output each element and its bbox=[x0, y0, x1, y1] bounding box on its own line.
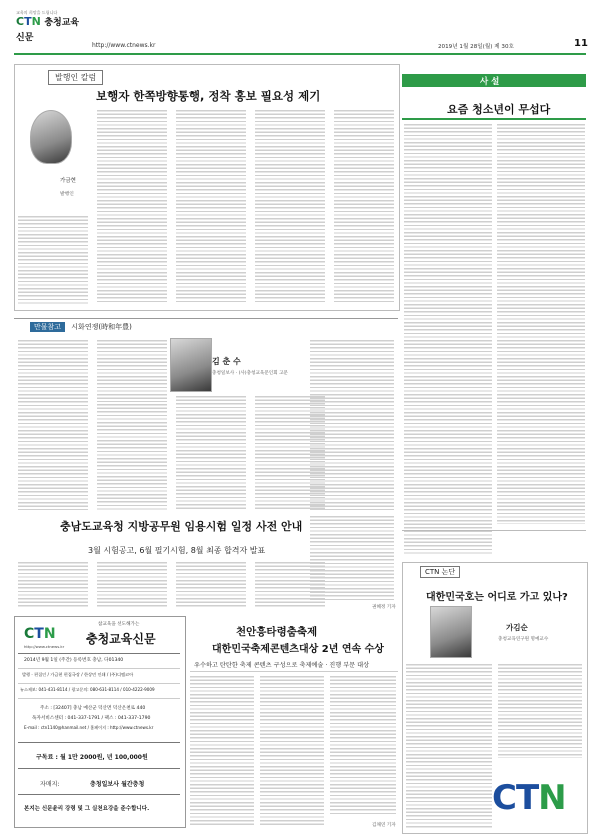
footer-logo-letter-t: T bbox=[515, 778, 539, 818]
column2-label-main: 만물참고 bbox=[30, 322, 65, 332]
masthead-box-notice: 본지는 신문윤리 강령 및 그 실천요강을 준수합니다. bbox=[24, 806, 150, 812]
news2-rule bbox=[190, 671, 398, 672]
editorial-body bbox=[404, 124, 492, 556]
column1-author-name: 가금현 bbox=[60, 178, 76, 184]
column3-author-photo bbox=[430, 606, 472, 658]
column3-section-label: CTN 논단 bbox=[420, 566, 460, 578]
column3-title: 대한민국호는 어디로 가고 있나? bbox=[426, 592, 568, 603]
column2-section-label bbox=[30, 322, 132, 332]
column2-author-name: 김 춘 수 bbox=[212, 357, 241, 366]
column1-body bbox=[334, 110, 394, 304]
column3-author-name: 가김순 bbox=[506, 623, 528, 632]
paper-name: 충청교육신문 bbox=[16, 18, 80, 43]
masthead-logo bbox=[16, 10, 86, 43]
news2-byline: 김채연 기자 bbox=[372, 823, 396, 828]
column2-body bbox=[310, 340, 394, 510]
masthead-box-logo bbox=[24, 626, 56, 642]
masthead-box-reg: 2014년 9월 1일 (주간) 등록번호 충남, 다01340 bbox=[24, 658, 124, 663]
masthead-box-rule bbox=[18, 668, 180, 669]
news1-editorial-extra bbox=[402, 530, 586, 531]
logo-tagline: 교육의 희망을 드립니다 bbox=[16, 10, 58, 15]
masthead-box-sister-value: 충청일보사 월간충청 bbox=[90, 781, 145, 788]
column1-body bbox=[176, 110, 246, 304]
news2-title-2: 대한민국축제콘텐츠대상 2년 연속 수상 bbox=[212, 644, 384, 655]
header-rule bbox=[14, 53, 586, 55]
editorial-title: 요즘 청소년이 무섭다 bbox=[447, 103, 551, 116]
box-logo-letter-t: T bbox=[34, 626, 44, 642]
column1-body bbox=[18, 216, 88, 304]
column2-author-role: 충청일보사 · (사)충청교육문인회 고문 bbox=[212, 371, 288, 376]
column3-body bbox=[498, 664, 582, 758]
masthead-box-tel: 뉴스제보: 041-431-8114 / 광고문의: 080-631-8114 / 010-4222-9009 bbox=[20, 687, 155, 692]
masthead-box-rule bbox=[18, 794, 180, 795]
column1-section-label: 발행인 칼럼 bbox=[48, 70, 103, 85]
news1-byline: 권혜정 기자 bbox=[372, 605, 396, 610]
masthead-box-paper-name: 충청교육신문 bbox=[86, 632, 156, 646]
footer-logo bbox=[492, 778, 566, 818]
header-date: 2019년 1월 28일(월) 제 30호 bbox=[438, 44, 514, 50]
news2-body bbox=[260, 676, 324, 826]
masthead-box-rule bbox=[18, 742, 180, 743]
logo-letter-c: C bbox=[16, 15, 25, 28]
box-logo-letter-n: N bbox=[43, 626, 56, 642]
column3-author-role: 충청교육연구원 명예교수 bbox=[498, 637, 549, 642]
news1-title: 충남도교육청 지방공무원 임용시험 일정 사전 안내 bbox=[60, 520, 303, 533]
masthead-box-tagline: 참교육을 선도해가는 bbox=[98, 622, 140, 627]
news2-body bbox=[330, 676, 396, 816]
masthead-box-addr1: 주소 : [32407] 충남 예산군 덕산면 덕산온천로 440 bbox=[40, 706, 146, 711]
column1-body bbox=[97, 110, 167, 304]
column2-body bbox=[18, 340, 88, 510]
column1-author-photo bbox=[30, 110, 72, 164]
editorial-body bbox=[497, 124, 585, 524]
news2-title: 천안흥타령춤축제 bbox=[236, 626, 318, 638]
news2-body bbox=[190, 676, 254, 826]
box-logo-letter-c: C bbox=[24, 626, 35, 642]
column2-body bbox=[176, 396, 246, 510]
column2-author-photo bbox=[170, 338, 212, 392]
masthead-box-url[interactable]: http://www.ctnews.kr bbox=[24, 644, 65, 649]
footer-logo-letter-c: C bbox=[492, 778, 516, 818]
news1-body bbox=[18, 562, 88, 608]
masthead-box-rule bbox=[18, 683, 180, 684]
masthead-box-subscription: 구독료 : 월 1만 2000원, 년 100,000원 bbox=[36, 754, 148, 761]
column1-author-role: 발행인 bbox=[60, 192, 74, 197]
column1-title: 보행자 한쪽방향통행, 정착 홍보 필요성 제기 bbox=[96, 89, 321, 103]
footer-logo-letter-n: N bbox=[538, 778, 566, 818]
editorial-section-label: 사 설 bbox=[480, 77, 500, 87]
news1-body bbox=[176, 562, 246, 608]
masthead-box-staff: 발행 · 편집인 / 가금현 편집국장 / 한상민 인쇄 / (주)디엠코아 bbox=[22, 672, 134, 677]
column3-body bbox=[406, 664, 492, 828]
editorial-divider bbox=[402, 118, 586, 120]
column2-body bbox=[97, 404, 167, 510]
column1-body bbox=[255, 110, 325, 304]
masthead-box-rule bbox=[18, 653, 180, 654]
masthead-box-addr3: E-mail : ctn1140@hanmail.net / 홈페이지 : http://www.ctnews.kr bbox=[24, 725, 154, 730]
column2-label-sub: 시화연쟁(時和年豊) bbox=[71, 323, 132, 331]
masthead-box-sister-label: 자매지: bbox=[40, 781, 60, 788]
news1-subtitle: 3월 시험공고, 6월 필기시험, 8월 최종 합격자 발표 bbox=[88, 546, 266, 555]
header-url[interactable]: http://www.ctnews.kr bbox=[92, 42, 156, 49]
column2-body bbox=[97, 340, 167, 402]
masthead-box-rule bbox=[18, 698, 180, 699]
news1-body bbox=[310, 516, 394, 602]
logo-letter-t: T bbox=[24, 15, 32, 28]
masthead-box-addr2: 독자서비스센터 : 041-337-1791 / 팩스 : 041-337-1790 bbox=[32, 716, 151, 721]
logo-letter-n: N bbox=[31, 15, 41, 28]
column2-top-rule bbox=[14, 318, 398, 319]
news1-body bbox=[97, 562, 167, 608]
masthead-box-rule bbox=[18, 768, 180, 769]
page-number: 11 bbox=[574, 38, 588, 49]
news2-subtitle: 우수하고 탄탄한 축제 콘텐츠 구성으로 축제예술 · 진행 부문 대상 bbox=[194, 662, 370, 669]
